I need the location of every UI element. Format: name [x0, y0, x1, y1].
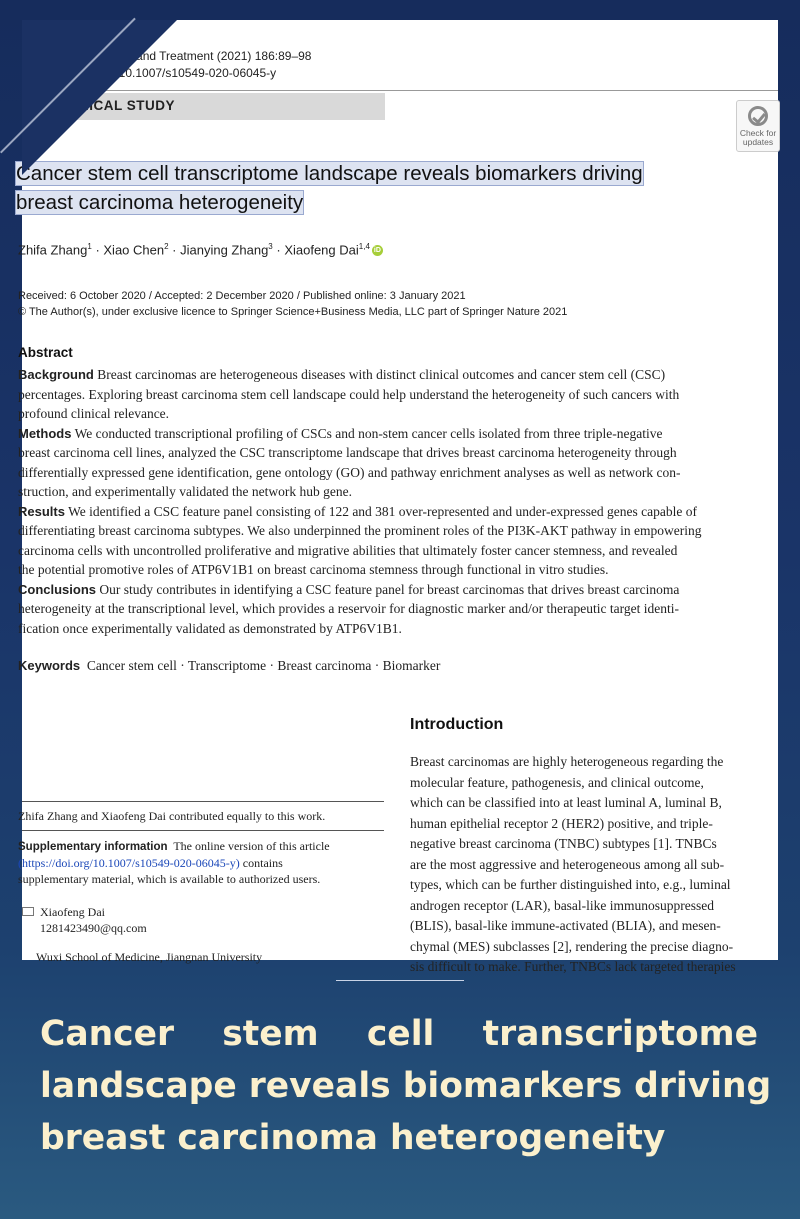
supplementary-link[interactable]: (https://doi.org/10.1007/s10549-020-06045-y) [18, 856, 240, 870]
author-separator: · [168, 242, 181, 258]
copyright-line: © The Author(s), under exclusive licence to Springer Science+Business Media, LLC part of Springer Nature 2021 [18, 306, 568, 318]
author-name: Jianying Zhang [180, 242, 269, 258]
orcid-icon[interactable]: iD [373, 247, 381, 255]
abstract-text: profound clinical relevance. [18, 406, 170, 421]
abstract-text: differentiating breast carcinoma subtypes. We also underpinned the prominent roles of the PI3K-AKT pathway in empowering [18, 523, 702, 538]
introduction-line: which can be classified into at least luminal A, luminal B, [410, 795, 722, 810]
envelope-icon [22, 907, 34, 916]
introduction-line: human epithelial receptor 2 (HER2) positive, and triple- [410, 815, 713, 831]
journal-line: esearch and Treatment (2021) 186:89–98 [90, 49, 312, 63]
supplementary-text-2: contains [239, 856, 283, 870]
abstract-line [18, 560, 793, 580]
check-updates-label: Check for [739, 128, 777, 138]
author-affil: 1 [87, 242, 92, 251]
caption-word: Cancer [40, 1014, 175, 1054]
article-type: RECLINICAL STUDY [36, 98, 176, 113]
abstract-section-label: Conclusions [18, 581, 97, 597]
folded-corner [22, 20, 177, 175]
abstract-text: differentially expressed gene identification, gene ontology (GO) and pathway enrichment analyses as well as network con- [18, 464, 681, 480]
abstract-line [18, 463, 793, 483]
equal-contribution-note: Zhifa Zhang and Xiaofeng Dai contributed equally to this work. [18, 809, 326, 823]
author-separator: · [272, 242, 285, 258]
introduction-body [410, 752, 790, 978]
abstract-text: fication once experimentally validated as demonstrated by ATP6V1B1. [18, 620, 402, 636]
supplementary-text: The online version of this article [167, 839, 330, 853]
abstract-text: the potential promotive roles of ATP6V1B1 on breast carcinoma stemness through functional in vitro studies. [18, 562, 609, 577]
doi-line: org/10.1007/s10549-020-06045-y [98, 66, 277, 80]
introduction-heading: Introduction [410, 716, 504, 733]
abstract-heading: Abstract [18, 345, 73, 360]
abstract-text: Our study contributes in identifying a CSC feature panel for breast carcinomas that drives breast carcinoma [96, 581, 680, 597]
caption-word: cell [366, 1014, 435, 1054]
author-list [18, 242, 383, 257]
author-affil: 2 [164, 242, 169, 251]
caption-divider [336, 980, 464, 981]
caption-word: transcriptome [482, 1014, 758, 1054]
author-name: Xiao Chen [103, 242, 165, 258]
author-name: Zhifa Zhang [18, 242, 88, 258]
corresponding-name: Xiaofeng Dai [40, 905, 105, 919]
abstract-section-label: Methods [18, 425, 72, 441]
abstract-text: We identified a CSC feature panel consisting of 122 and 381 over-represented and under-expressed genes capable of [64, 503, 697, 519]
author-separator: · [91, 242, 104, 258]
abstract-text: breast carcinoma cell lines, analyzed the CSC transcriptome landscape that drives breast carcinoma heterogeneity through [18, 445, 677, 460]
abstract-section-label: Results [18, 503, 65, 519]
footnote-rule [22, 801, 384, 802]
abstract-text: heterogeneity at the transcriptional level, which provides a reservoir for diagnostic marker and/or therapeutic target identi- [18, 601, 679, 616]
dates-line: Received: 6 October 2020 / Accepted: 2 December 2020 / Published online: 3 January 2021 [18, 290, 466, 302]
abstract-text: Breast carcinomas are heterogeneous diseases with distinct clinical outcomes and cancer stem cell (CSC) [93, 367, 666, 382]
supplementary-label: Supplementary information [18, 841, 168, 853]
abstract-text: struction, and experimentally validated the network hub gene. [18, 484, 353, 499]
abstract-line [18, 443, 793, 463]
title-line-1: Cancer stem cell transcriptome landscape reveals biomarkers driving [16, 162, 643, 185]
abstract-line [18, 541, 793, 561]
introduction-line: chymal (MES) subclasses [2], rendering the precise diagno- [410, 938, 734, 954]
footnote-rule-2 [22, 830, 384, 831]
caption-line-1 [40, 1008, 758, 1060]
abstract-line [18, 365, 793, 385]
abstract-line [18, 404, 793, 424]
corresponding-author [34, 904, 147, 936]
introduction-line: (BLIS), basal-like immune-activated (BLIA), and mesen- [410, 918, 721, 933]
introduction-line: sis difficult to make. Further, TNBCs lack targeted therapies [410, 959, 736, 974]
introduction-line: androgen receptor (LAR), basal-like immunosuppressed [410, 897, 715, 913]
abstract-line [18, 580, 793, 600]
check-updates-icon [748, 106, 768, 126]
publication-dates [18, 288, 567, 320]
author-affil: 1,4 [358, 242, 370, 251]
abstract-line [18, 482, 793, 502]
corresponding-email[interactable]: 1281423490@qq.com [40, 921, 147, 935]
affiliation-cut: Wuxi School of Medicine, Jiangnan University [36, 950, 263, 964]
author-name: Xiaofeng Dai [284, 242, 359, 258]
caption-line-3: breast carcinoma heterogeneity [40, 1118, 666, 1158]
caption-title [40, 1008, 772, 1164]
abstract-section-label: Background [18, 367, 94, 382]
keywords-text: Cancer stem cell · Transcriptome · Breast carcinoma · Biomarker [80, 658, 441, 673]
check-for-updates-badge[interactable] [736, 100, 780, 152]
title-line-2: breast carcinoma heterogeneity [16, 190, 304, 214]
abstract-text: We conducted transcriptional profiling of CSCs and non-stem cancer cells isolated from three triple-negative [71, 425, 663, 441]
abstract-body [18, 365, 793, 638]
keywords-label: Keywords [18, 658, 81, 673]
introduction-line: molecular feature, pathogenesis, and clinical outcome, [410, 774, 704, 790]
keywords [18, 658, 440, 674]
abstract-line [18, 502, 793, 522]
abstract-line [18, 424, 793, 444]
paper-screenshot [16, 20, 778, 974]
abstract-line [18, 619, 793, 639]
supplementary-line-3: supplementary material, which is available to authorized users. [18, 872, 321, 886]
caption-line-2: landscape reveals biomarkers driving [40, 1066, 772, 1106]
check-updates-label-2: updates [742, 137, 774, 147]
abstract-text: percentages. Exploring breast carcinoma stem cell landscape could help understand the heterogeneity of such cancers with [18, 386, 680, 402]
author-affil: 3 [268, 242, 273, 251]
introduction-line: types, which can be further distinguished into, e.g., luminal [410, 877, 731, 892]
introduction-line: negative breast carcinoma (TNBC) subtypes [1]. TNBCs [410, 836, 717, 851]
introduction-line: are the most aggressive and heterogeneous among all sub- [410, 856, 725, 872]
abstract-line [18, 385, 793, 405]
introduction-line: Breast carcinomas are highly heterogeneous regarding the [410, 754, 724, 769]
abstract-line [18, 521, 793, 541]
abstract-line [18, 599, 793, 619]
caption-word: stem [222, 1014, 319, 1054]
abstract-text: carcinoma cells with uncontrolled proliferative and migrative abilities that ultimately foster cancer stemness, and revealed [18, 542, 678, 558]
supplementary-note [18, 838, 330, 887]
